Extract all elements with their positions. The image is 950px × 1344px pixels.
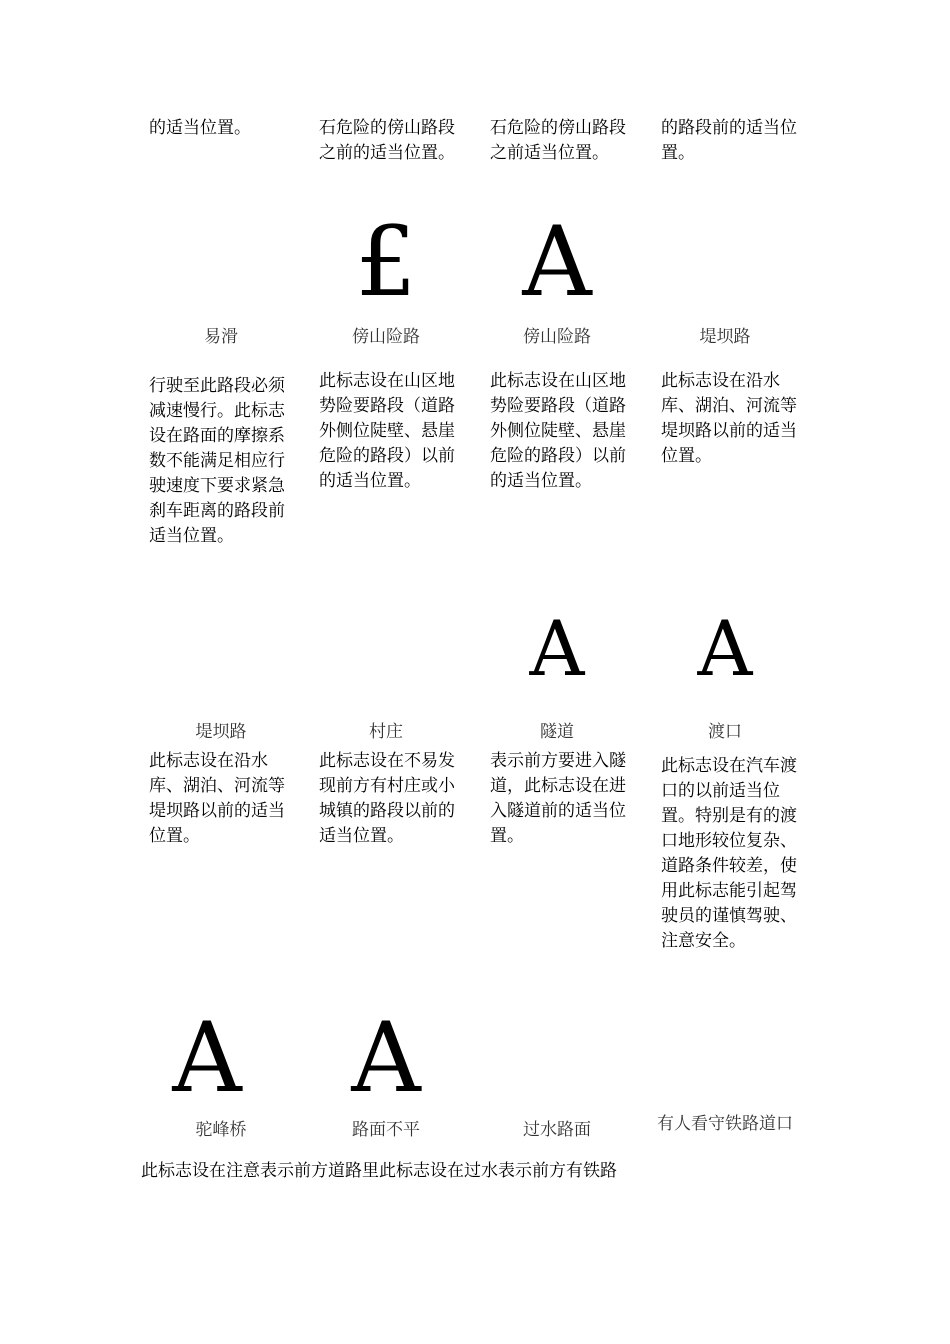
sign-image-placeholder: A	[351, 1002, 421, 1114]
sign-title-village: 村庄	[369, 722, 403, 742]
sign-title-ferry: 渡口	[708, 722, 742, 742]
desc-r2-c2: 表示前方要进入隧道，此标志设在进入隧道前的适当位置。	[490, 751, 626, 846]
sign-title-railway-crossing: 有人看守铁路道口	[657, 1114, 793, 1134]
desc-r0-c1: 石危险的傍山路段之前的适当位置。	[319, 118, 455, 163]
desc-r2-c3: 此标志设在汽车渡口的以前适当位置。特别是有的渡口地形较位复杂、道路条件较差，使用此标志能引起驾驶员的谨慎驾驶、注意安全。	[661, 756, 797, 951]
bottom-text-line: 此标志设在注意表示前方道路里此标志设在过水表示前方有铁路	[141, 1161, 617, 1181]
sign-title-mountain-road: 傍山险路	[352, 327, 420, 347]
sign-title-embankment: 堤坝路	[699, 327, 751, 347]
sign-image-placeholder: A	[172, 1002, 242, 1114]
sign-title-embankment-2: 堤坝路	[195, 722, 247, 742]
desc-r0-c3: 的路段前的适当位置。	[661, 118, 797, 163]
desc-r1-c0: 行驶至此路段必须减速慢行。此标志设在路面的摩擦系数不能满足相应行驶速度下要求紧急刹车距离的路段前适当位置。	[149, 376, 285, 546]
sign-title-slippery: 易滑	[204, 327, 238, 347]
sign-title-tunnel: 隧道	[540, 722, 574, 742]
desc-r1-c3: 此标志设在沿水库、湖泊、河流等堤坝路以前的适当位置。	[661, 371, 797, 466]
desc-r0-c2: 石危险的傍山路段之前适当位置。	[490, 118, 626, 163]
desc-r2-c1: 此标志设在不易发现前方有村庄或小城镇的路段以前的适当位置。	[319, 751, 455, 846]
desc-r1-c1: 此标志设在山区地势险要路段（道路外侧位陡壁、悬崖危险的路段）以前的适当位置。	[319, 371, 455, 491]
sign-title-hump-bridge: 驼峰桥	[195, 1120, 247, 1140]
sign-image-placeholder: £	[355, 206, 417, 318]
sign-image-placeholder: A	[697, 604, 753, 693]
sign-image-placeholder: A	[529, 604, 585, 693]
desc-r1-c2: 此标志设在山区地势险要路段（道路外侧位陡壁、悬崖危险的路段）以前的适当位置。	[490, 371, 626, 491]
sign-title-mountain-road-2: 傍山险路	[523, 327, 591, 347]
desc-r2-c0: 此标志设在沿水库、湖泊、河流等堤坝路以前的适当位置。	[149, 751, 285, 846]
sign-title-ford: 过水路面	[523, 1120, 591, 1140]
sign-image-placeholder: A	[522, 206, 592, 318]
sign-title-uneven-road: 路面不平	[352, 1120, 420, 1140]
desc-r0-c0: 的适当位置。	[149, 118, 251, 138]
